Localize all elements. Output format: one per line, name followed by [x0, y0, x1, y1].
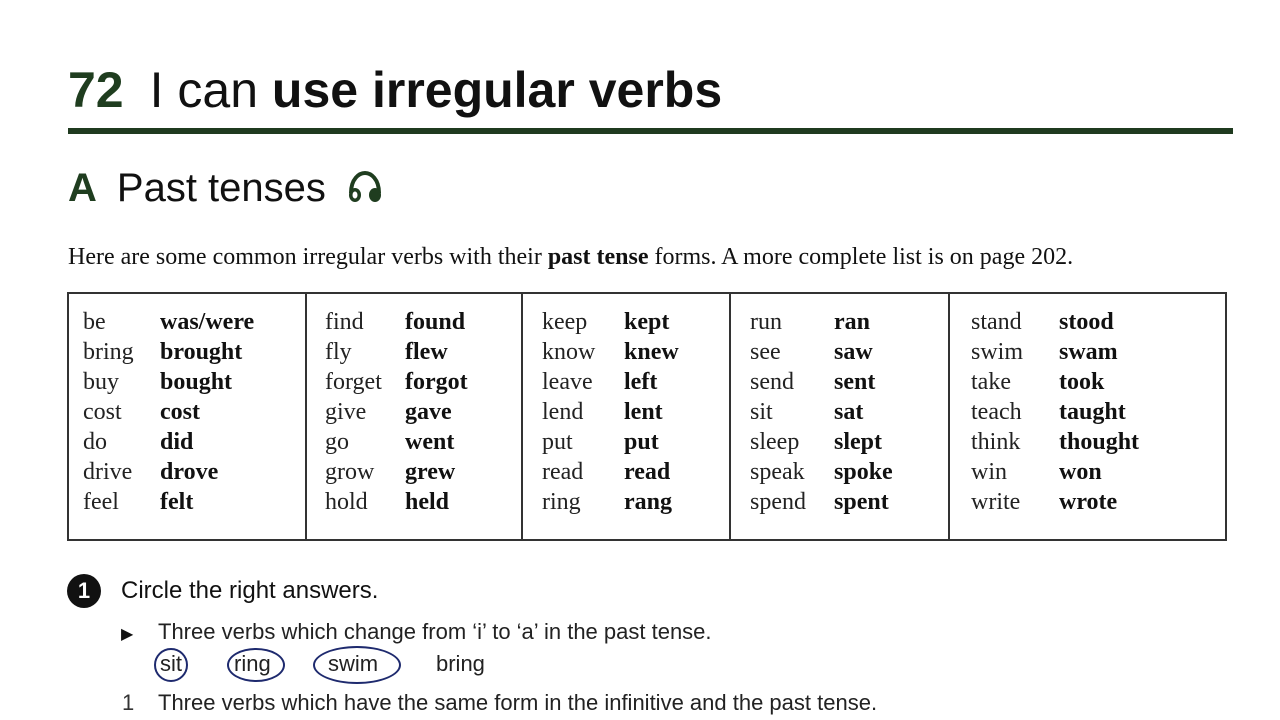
- example-arrow-icon: ▶: [121, 626, 134, 643]
- verb-row: [971, 367, 1225, 397]
- pen-circle-mark: [227, 648, 285, 682]
- past-form: sent: [834, 368, 876, 395]
- intro-text: [68, 244, 1073, 271]
- example-question: Three verbs which change from ‘i’ to ‘a’ in the past tense.: [158, 619, 712, 644]
- base-form: do: [83, 428, 107, 455]
- past-form: went: [405, 428, 455, 455]
- intro-after: forms. A more complete list is on page 202.: [648, 244, 1074, 270]
- verb-column-4: [731, 294, 950, 539]
- past-form: rang: [624, 488, 672, 515]
- verb-row: [325, 457, 521, 487]
- verb-column-2: [307, 294, 523, 539]
- section-letter: A: [68, 166, 97, 210]
- example-option[interactable]: sit: [160, 651, 182, 676]
- base-form: speak: [750, 458, 805, 485]
- past-form: thought: [1059, 428, 1140, 455]
- base-form: sit: [750, 398, 773, 425]
- past-form: kept: [624, 308, 670, 335]
- title-rule: [68, 128, 1233, 134]
- verb-row: [325, 397, 521, 427]
- base-form: win: [971, 458, 1007, 485]
- base-form: give: [325, 398, 367, 425]
- base-form: grow: [325, 458, 375, 485]
- intro-bold: past tense: [547, 244, 649, 270]
- past-form: was/were: [160, 308, 255, 335]
- past-form: swam: [1059, 338, 1118, 365]
- base-form: stand: [971, 308, 1022, 335]
- past-form: sat: [834, 398, 864, 425]
- past-form: put: [624, 428, 659, 455]
- pen-circle-mark: [313, 646, 401, 684]
- verb-row: [971, 487, 1225, 517]
- verb-row: [325, 427, 521, 457]
- exercise-number-badge: 1: [67, 574, 101, 608]
- base-form: bring: [83, 338, 134, 365]
- intro-before: Here are some common irregular verbs with their: [68, 244, 548, 270]
- example-option[interactable]: swim: [328, 651, 379, 676]
- base-form: see: [750, 338, 781, 365]
- past-form: held: [405, 488, 450, 515]
- verb-row: [971, 457, 1225, 487]
- base-form: know: [542, 338, 596, 365]
- verb-row: [971, 307, 1225, 337]
- base-form: leave: [542, 368, 593, 395]
- base-form: go: [325, 428, 349, 455]
- verb-row: [542, 487, 729, 517]
- verb-row: [325, 367, 521, 397]
- past-form: felt: [160, 488, 194, 515]
- past-form: spoke: [834, 458, 893, 485]
- example-option[interactable]: ring: [234, 651, 271, 676]
- base-form: swim: [971, 338, 1024, 365]
- verb-row: [750, 367, 948, 397]
- verb-row: [750, 307, 948, 337]
- past-form: flew: [405, 338, 448, 365]
- base-form: sleep: [750, 428, 800, 455]
- item-question: Three verbs which have the same form in the infinitive and the past tense.: [158, 690, 878, 715]
- past-form: knew: [624, 338, 679, 365]
- past-form: lent: [624, 398, 663, 425]
- example-option[interactable]: bring: [436, 651, 485, 676]
- base-form: take: [971, 368, 1011, 395]
- base-form: drive: [83, 458, 133, 485]
- verb-row: [542, 457, 729, 487]
- verb-row: [83, 307, 305, 337]
- verb-row: [83, 457, 305, 487]
- verb-row: [542, 367, 729, 397]
- base-form: cost: [83, 398, 122, 425]
- base-form: be: [83, 308, 106, 335]
- verb-row: [325, 337, 521, 367]
- base-form: send: [750, 368, 794, 395]
- base-form: hold: [325, 488, 368, 515]
- verb-row: [542, 397, 729, 427]
- base-form: write: [971, 488, 1021, 515]
- base-form: run: [750, 308, 782, 335]
- past-form: spent: [834, 488, 889, 515]
- base-form: feel: [83, 488, 119, 515]
- verb-row: [971, 427, 1225, 457]
- past-form: gave: [405, 398, 452, 425]
- base-form: fly: [325, 338, 352, 365]
- past-form: grew: [405, 458, 456, 485]
- base-form: keep: [542, 308, 588, 335]
- past-form: forgot: [405, 368, 468, 395]
- verb-row: [542, 337, 729, 367]
- past-form: read: [624, 458, 671, 485]
- base-form: buy: [83, 368, 119, 395]
- verb-row: [83, 367, 305, 397]
- base-form: find: [325, 308, 364, 335]
- unit-number: 72: [68, 62, 124, 118]
- verb-row: [325, 487, 521, 517]
- base-form: think: [971, 428, 1021, 455]
- past-form: found: [405, 308, 466, 335]
- verb-row: [325, 307, 521, 337]
- past-form: cost: [160, 398, 200, 425]
- verb-row: [971, 397, 1225, 427]
- verb-row: [750, 397, 948, 427]
- verb-row: [750, 457, 948, 487]
- verb-row: [83, 487, 305, 517]
- past-form: left: [624, 368, 658, 395]
- past-form: won: [1059, 458, 1102, 485]
- past-form: took: [1059, 368, 1105, 395]
- unit-title-plain: I can: [149, 62, 272, 118]
- past-form: brought: [160, 338, 243, 365]
- verb-row: [542, 307, 729, 337]
- past-form: bought: [160, 368, 233, 395]
- base-form: teach: [971, 398, 1022, 425]
- verb-row: [750, 337, 948, 367]
- verb-column-5: [950, 294, 1225, 539]
- irregular-verb-table: [67, 292, 1227, 541]
- unit-title: [68, 58, 722, 122]
- section-title: Past tenses: [116, 166, 326, 210]
- past-form: ran: [834, 308, 870, 335]
- past-form: taught: [1059, 398, 1126, 425]
- base-form: ring: [542, 488, 581, 515]
- past-form: stood: [1059, 308, 1114, 335]
- pen-circle-mark: [154, 648, 188, 682]
- headphones-icon[interactable]: [345, 166, 385, 218]
- verb-row: [83, 397, 305, 427]
- verb-row: [971, 337, 1225, 367]
- verb-row: [83, 337, 305, 367]
- base-form: lend: [542, 398, 584, 425]
- unit-title-bold: use irregular verbs: [271, 62, 723, 118]
- past-form: slept: [834, 428, 882, 455]
- verb-row: [750, 487, 948, 517]
- past-form: drove: [160, 458, 219, 485]
- exercise-instruction: Circle the right answers.: [121, 577, 379, 604]
- verb-column-1: [69, 294, 307, 539]
- base-form: spend: [750, 488, 806, 515]
- base-form: forget: [325, 368, 382, 395]
- verb-row: [750, 427, 948, 457]
- section-heading: [68, 162, 385, 218]
- verb-row: [542, 427, 729, 457]
- past-form: did: [160, 428, 194, 455]
- verb-column-3: [523, 294, 731, 539]
- base-form: put: [542, 428, 573, 455]
- verb-row: [83, 427, 305, 457]
- past-form: saw: [834, 338, 873, 365]
- past-form: wrote: [1059, 488, 1118, 515]
- base-form: read: [542, 458, 584, 485]
- item-number: 1: [122, 690, 135, 715]
